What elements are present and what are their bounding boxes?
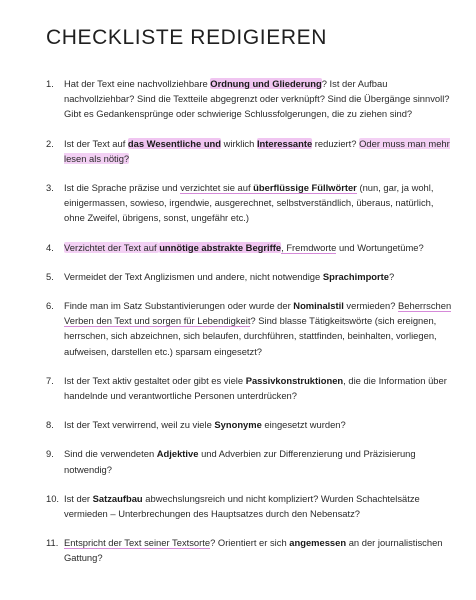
list-item [46, 240, 456, 255]
highlighted-text: Verzichtet der Text auf [64, 241, 160, 253]
item-number: 1. [46, 78, 54, 89]
item-number: 11. [46, 537, 59, 549]
list-item [46, 76, 456, 122]
item-text [64, 298, 456, 359]
text-segment: Ist der Text aktiv gestaltet oder gibt es viele [64, 374, 246, 386]
bold-term: Synonyme [214, 419, 262, 431]
text-segment: reduziert? [312, 137, 360, 149]
text-segment: Ist der Text verwirrend, weil zu viele [64, 419, 215, 431]
text-segment: an der journalistischen Gattung? [64, 537, 443, 564]
checklist [46, 76, 456, 580]
text-segment: Ist der Text auf [64, 137, 128, 149]
text-segment: vermieden? [343, 300, 399, 312]
page-title: CHECKLISTE REDIGIEREN [46, 26, 327, 49]
item-text [64, 136, 456, 166]
text-segment: Ist die Sprache präzise und [64, 182, 181, 194]
text-segment: Ist der [64, 492, 93, 504]
item-text [64, 491, 456, 521]
underlined-text: , Fremdworte [281, 241, 337, 253]
text-segment: (nun, gar, ja wohl, einigermassen, sowieso, irgendwie, ausgerechnet, selbstverständlich, überaus, natürlich, ohne Zweifel, übrigens, sonst, ungefähr etc.) [64, 182, 434, 224]
highlighted-term: unnötige abstrakte Begriffe [159, 241, 282, 253]
text-segment: , die die Information über handelnde und verantwortliche Personen unterdrücken? [64, 374, 447, 402]
list-item [46, 535, 456, 565]
text-segment: eingesetzt wurden? [261, 419, 346, 431]
bold-term: Passivkonstruktionen [245, 374, 344, 386]
item-number: 9. [46, 448, 54, 460]
text-segment: wirklich [221, 137, 257, 149]
item-text [64, 373, 456, 403]
highlighted-text: Oder muss man mehr lesen als nötig? [64, 137, 450, 164]
highlighted-term: Ordnung und Gliederung [210, 78, 322, 89]
item-number: 4. [46, 241, 54, 253]
underlined-text: Entspricht der Text seiner Textsorte [64, 537, 211, 549]
text-segment: Hat der Text eine nachvollziehbare [64, 78, 211, 89]
text-segment: und Wortungetüme? [336, 241, 424, 253]
highlighted-term: Interessante [256, 137, 313, 149]
bold-term: Sprachimporte [322, 270, 390, 282]
text-segment: ? Ist der Aufbau nachvollziehbar? Sind die Textteile abgegrenzt oder verknüpft? Sind die Übergänge sinnvoll? Gibt es Gedankensprünge oder schwierige Schlussfolgerungen, die zu ziehen sind? [64, 78, 450, 120]
bold-term: Satzaufbau [92, 492, 143, 504]
highlighted-term: überflüssige Füllwörter [253, 182, 357, 194]
item-number: 3. [46, 182, 54, 194]
text-segment: ? Orientiert er sich [210, 537, 290, 549]
list-item [46, 136, 456, 166]
text-segment: Vermeidet der Text Anglizismen und andere, nicht notwendige [64, 270, 323, 282]
item-number: 8. [46, 419, 54, 431]
bold-term: Nominalstil [293, 300, 344, 312]
text-segment: Sind die verwendeten [64, 448, 157, 460]
text-segment: ? [389, 270, 395, 282]
text-segment: und Adverbien zur Differenzierung und Präzisierung notwendig? [64, 448, 416, 475]
list-item [46, 417, 456, 432]
item-number: 10. [46, 492, 60, 504]
list-item [46, 298, 456, 359]
item-text [64, 76, 456, 122]
item-text [64, 535, 456, 565]
text-segment: abwechslungsreich und nicht kompliziert? Wurden Schachtelsätze vermieden – Unterbrechungen des Hauptsatzes durch den Nebensatz? [64, 492, 420, 520]
item-text [64, 240, 456, 255]
underlined-text: verzichtet sie auf [180, 182, 254, 194]
text-segment: Finde man im Satz Substantivierungen oder wurde der [64, 300, 294, 312]
item-number: 7. [46, 374, 54, 386]
bold-term: Adjektive [156, 448, 199, 460]
text-segment: ? Sind blasse Tätigkeitswörte (sich ereignen, herrschen, sich abzeichnen, sich belaufen, durchführen, stattfinden, beinhalten, vorliegen, aufweisen, darstellen etc.) sparsam eingesetzt? [64, 315, 437, 357]
list-item [46, 446, 456, 476]
item-number: 5. [46, 270, 54, 282]
item-text [64, 180, 456, 226]
item-text [64, 446, 456, 476]
underlined-text: Beherrschen Verben den Text und sorgen für Lebendigkeit [64, 300, 452, 327]
item-text [64, 269, 456, 284]
list-item [46, 491, 456, 521]
item-text [64, 417, 456, 432]
list-item [46, 269, 456, 284]
list-item [46, 180, 456, 226]
item-number: 2. [46, 137, 54, 149]
item-number: 6. [46, 300, 54, 312]
list-item [46, 373, 456, 403]
highlighted-term: das Wesentliche und [127, 137, 221, 149]
bold-term: angemessen [289, 537, 347, 549]
